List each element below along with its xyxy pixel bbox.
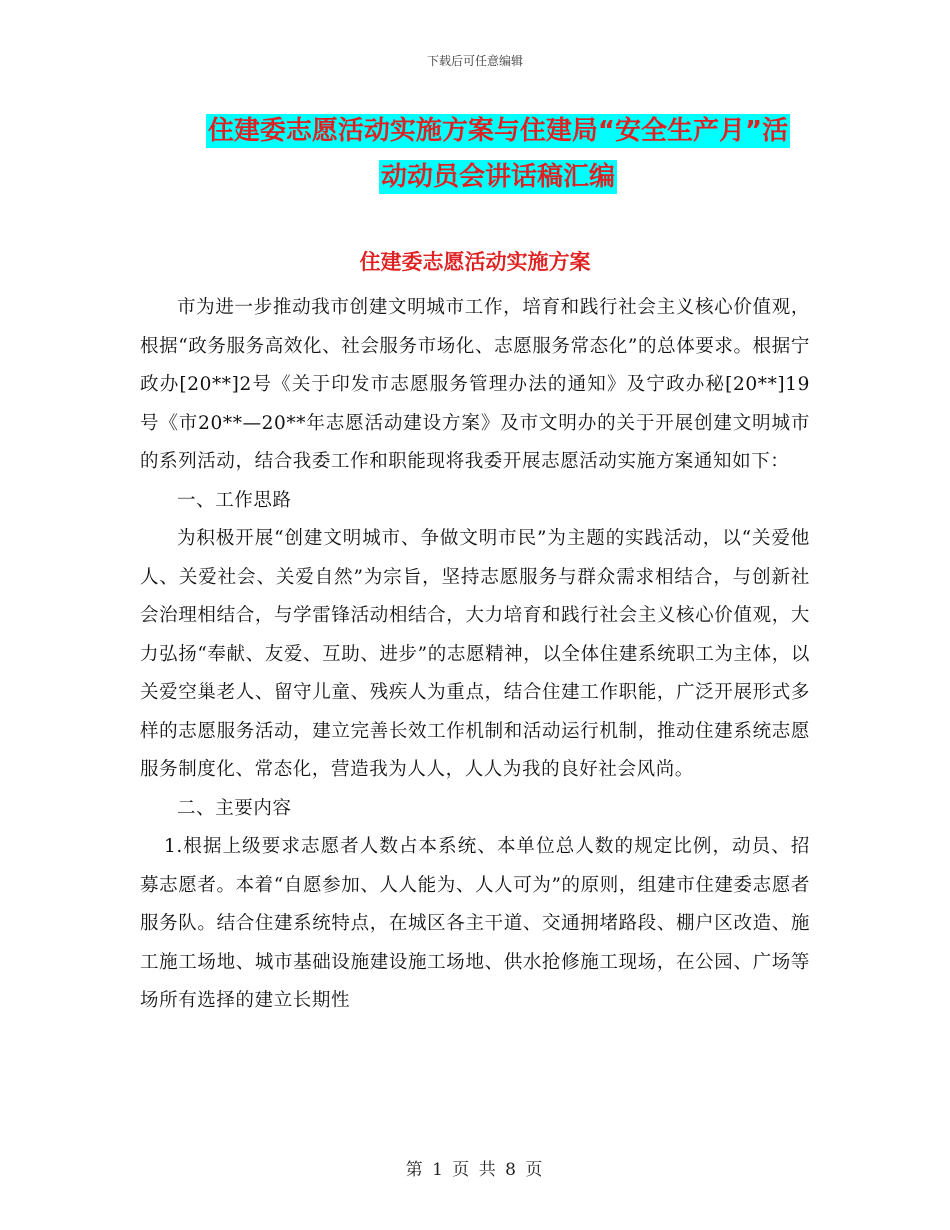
document-title — [140, 108, 856, 200]
page-number: 第 1 页 共 8 页 — [405, 1160, 545, 1180]
document-title-line-1: 住建委志愿活动实施方案与住建局“安全生产月”活 — [207, 116, 789, 146]
document-body — [140, 289, 810, 1021]
paragraph-work-approach: 为积极开展“创建文明城市、争做文明市民”为主题的实践活动，以“关爱他人、关爱社会、关爱自然”为宗旨，坚持志愿服务与群众需求相结合，与创新社会治理相结合，与学雷锋活动相结合，大力培育和践行社会主义核心价值观，大力弘扬“奉献、友爱、互助、进步”的志愿精神，以全体住建系统职工为主体，以关爱空巢老人、留守儿童、残疾人为重点，结合住建工作职能，广泛开展形式多样的志愿服务活动，建立完善长效工作机制和活动运行机制，推动住建系统志愿服务制度化、常态化，营造我为人人，人人为我的良好社会风尚。 — [140, 528, 810, 780]
document-title-line-2: 动动员会讲话稿汇编 — [380, 162, 615, 192]
paragraph-item-1: 1.根据上级要求志愿者人数占本系统、本单位总人数的规定比例，动员、招募志愿者。本着“自愿参加、人人能为、人人可为”的原则，组建市住建委志愿者服务队。结合住建系统特点，在城区各主干道、交通拥堵路段、棚户区改造、施工施工场地、城市基础设施建设施工场地、供水抢修施工现场，在公园、广场等场所有选择的建立长期性 — [140, 836, 810, 1011]
heading-work-approach: 一、工作思路 — [177, 489, 292, 511]
header-note: 下载后可任意编辑 — [426, 54, 523, 68]
section-title: 住建委志愿活动实施方案 — [359, 250, 591, 274]
paragraph-intro: 市为进一步推动我市创建文明城市工作，培育和践行社会主义核心价值观，根据“政务服务高效化、社会服务市场化、志愿服务常态化”的总体要求。根据宁政办[20**]2号《关于印发市志愿服务管理办法的通知》及宁政办秘[20**]19号《市20**—20**年志愿活动建设方案》及市文明办的关于开展创建文明城市的系列活动，结合我委工作和职能现将我委开展志愿活动实施方案通知如下： — [140, 297, 810, 472]
heading-main-content: 二、主要内容 — [177, 797, 292, 819]
